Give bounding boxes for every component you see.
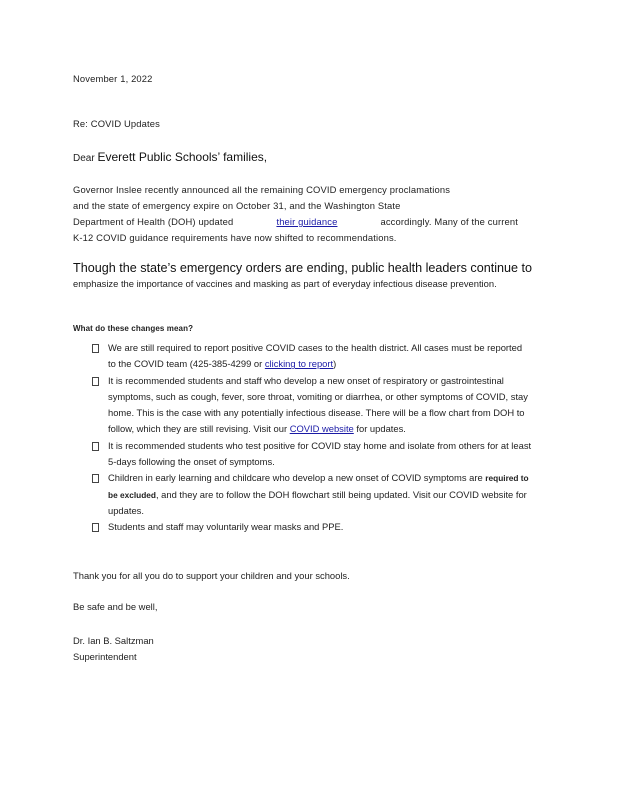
list-item-text: It is recommended students and staff who develop a new onset of respiratory or gastrointestinal symptoms, such as cough, fever, sore throat, vomiting or diarrhea, or other symptoms of COVID, stay home. This is the case with any potentially infectious disease. There will be a flow chart from DOH to follow, which they are still revising. Visit our [108,374,528,435]
required-excluded-text: required to be excluded [108,473,529,500]
list-item-text: We are still required to report positive COVID cases to the health district. All cases must be reported to the COVID team (425-385-4299 or [108,342,523,370]
list-item-end: ) [333,358,337,370]
list-item [92,340,532,373]
section-question: What do these changes mean? [73,324,194,333]
intro-line: and the state of emergency expire on October 31, and the Washington State [73,200,401,211]
list-item [92,373,532,438]
list-item-text: It is recommended students who test positive for COVID stay home and isolate from others for at least 5-days following the onset of symptoms. [108,439,532,468]
closing-thanks: Thank you for all you do to support your children and your schools. [73,570,350,581]
list-item [92,470,532,519]
hollow-square-bullet-icon [92,442,99,451]
list-item-end: , and they are to follow the DOH flowchart still being updated. Visit our COVID website for updates. [108,488,527,516]
intro-line: K-12 COVID guidance requirements have now shifted to recommendations. [73,232,397,243]
hollow-square-bullet-icon [92,344,99,353]
hollow-square-bullet-icon [92,474,99,483]
intro-line-end: accordingly. Many of the current [380,216,518,227]
list-item-text: Students and staff may voluntarily wear masks and PPE. [108,521,344,533]
salutation [73,150,267,164]
salutation-prefix: Dear [73,153,95,164]
emphasis-headline: Though the state’s emergency orders are ending, public health leaders continue to [73,261,533,275]
signature-block [73,633,154,665]
clicking-to-report-link[interactable]: clicking to report [264,358,334,370]
list-item [92,519,532,535]
hollow-square-bullet-icon [92,377,99,386]
changes-list [92,340,532,536]
intro-line: Governor Inslee recently announced all the remaining COVID emergency proclamations [73,184,451,195]
signature-name: Dr. Ian B. Saltzman [73,635,154,646]
their-guidance-link[interactable]: their guidance [276,216,338,227]
intro-paragraph [73,182,518,246]
hollow-square-bullet-icon [92,523,99,532]
closing-wishes: Be safe and be well, [73,601,158,612]
signature-title: Superintendent [73,651,137,662]
intro-line [73,214,518,230]
list-item-end: for updates. [356,423,406,435]
list-item [92,438,532,471]
salutation-audience: Everett Public Schools’ families, [97,150,268,164]
intro-line-start: Department of Health (DOH) updated [73,216,234,227]
letter-date: November 1, 2022 [73,73,153,84]
covid-website-link[interactable]: COVID website [289,423,354,435]
letter-subject: Re: COVID Updates [73,118,160,129]
emphasis-rest: emphasize the importance of vaccines and masking as part of everyday infectious disease prevention. [73,278,497,289]
list-item-text: Children in early learning and childcare who develop a new onset of COVID symptoms are [108,472,483,484]
emphasis-paragraph [73,260,533,291]
